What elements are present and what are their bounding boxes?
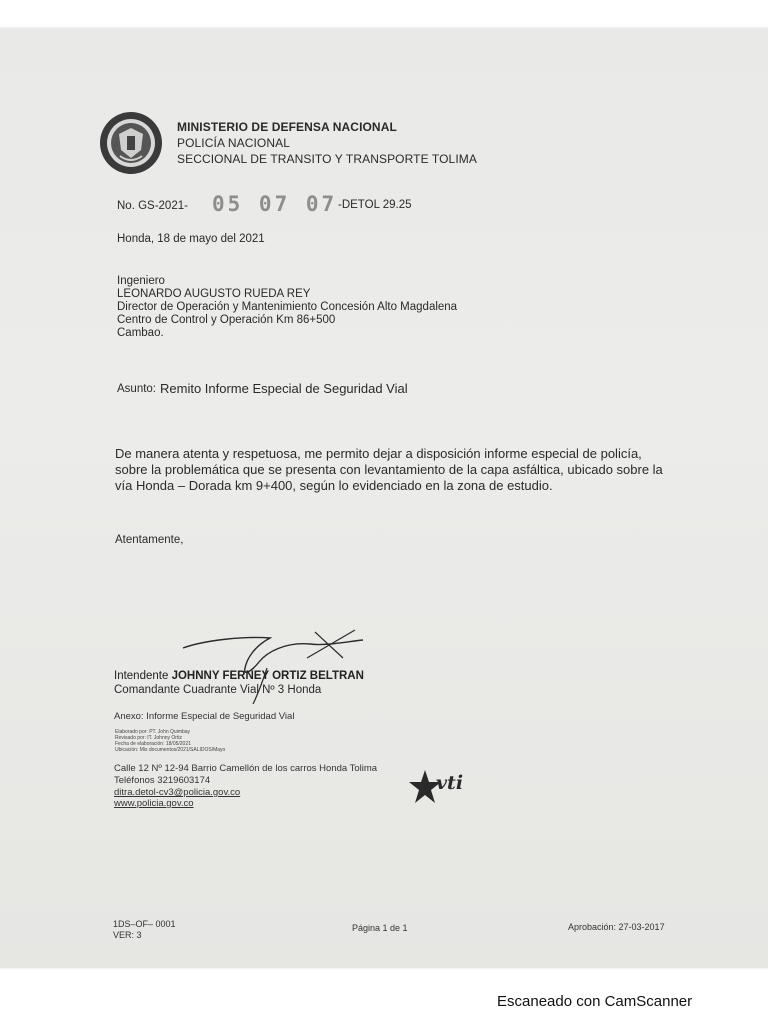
recipient-position: Director de Operación y Mantenimiento Concesión Alto Magdalena — [117, 301, 458, 313]
signatory-rank: Intendente — [114, 670, 169, 682]
recipient-office: Centro de Control y Operación Km 86+500 — [117, 314, 336, 326]
approval-date: Aprobación: 27-03-2017 — [568, 922, 665, 932]
reference-prefix: No. GS-2021- — [117, 200, 188, 212]
prepared-line: Elaborado por: PT. John Quimbay — [115, 729, 191, 735]
website-link[interactable]: www.policia.gov.co — [114, 798, 194, 809]
contact-address: Calle 12 Nº 12-94 Barrio Camellón de los carros Honda Tolima — [114, 763, 378, 774]
form-version: VER: 3 — [113, 930, 142, 940]
vti-logo-text: vti — [436, 772, 464, 794]
contact-email-link[interactable]: ditra.detol-cv3@policia.gov.co — [114, 787, 241, 798]
section-heading: SECCIONAL DE TRANSITO Y TRANSPORTE TOLIMA — [177, 152, 477, 166]
recipient-title: Ingeniero — [117, 275, 165, 287]
handwritten-signature — [175, 628, 375, 708]
body-line-2: sobre la problemática que se presenta con levantamiento de la capa asfáltica, ubicado sobre la — [115, 462, 663, 477]
prepared-block — [115, 729, 225, 753]
scanner-watermark: Escaneado con CamScanner — [497, 993, 693, 1010]
page-number: Página 1 de 1 — [352, 923, 408, 933]
letter-date: Honda, 18 de mayo del 2021 — [117, 233, 265, 245]
annex-text: Anexo: Informe Especial de Seguridad Vial — [114, 711, 295, 722]
recipient-city: Cambao. — [117, 327, 164, 339]
location-line: Ubicación: Mis documentos/2021/SALIDOS/Mayo — [115, 747, 226, 753]
contact-phone: Teléfonos 3219603174 — [114, 775, 211, 786]
signatory-role: Comandante Cuadrante Vial Nº 3 Honda — [114, 684, 322, 696]
subject-label: Asunto: — [117, 383, 156, 395]
closing-text: Atentamente, — [115, 534, 184, 546]
date-prepared-line: Fecha de elaboración: 18/05/2021 — [115, 741, 191, 747]
body-line-1: De manera atenta y respetuosa, me permito dejar a disposición informe especial de policía, — [115, 446, 642, 461]
signatory-name: JOHNNY FERNEY ORTIZ BELTRAN — [171, 670, 364, 682]
form-code: 1DS–OF– 0001 — [113, 919, 176, 929]
national-police-seal-icon — [98, 110, 164, 176]
police-heading: POLICÍA NACIONAL — [177, 136, 290, 150]
recipient-name: LEONARDO AUGUSTO RUEDA REY — [117, 288, 311, 300]
reference-suffix: -DETOL 29.25 — [338, 199, 412, 211]
subject-text: Remito Informe Especial de Seguridad Vial — [160, 381, 408, 396]
reference-stamp: 05 07 07 — [212, 192, 338, 216]
reviewed-line: Revisado por: IT. Johnny Ortiz — [115, 735, 182, 741]
ministry-heading: MINISTERIO DE DEFENSA NACIONAL — [177, 120, 397, 134]
body-line-3: vía Honda – Dorada km 9+400, según lo evidenciado en la zona de estudio. — [115, 478, 553, 493]
